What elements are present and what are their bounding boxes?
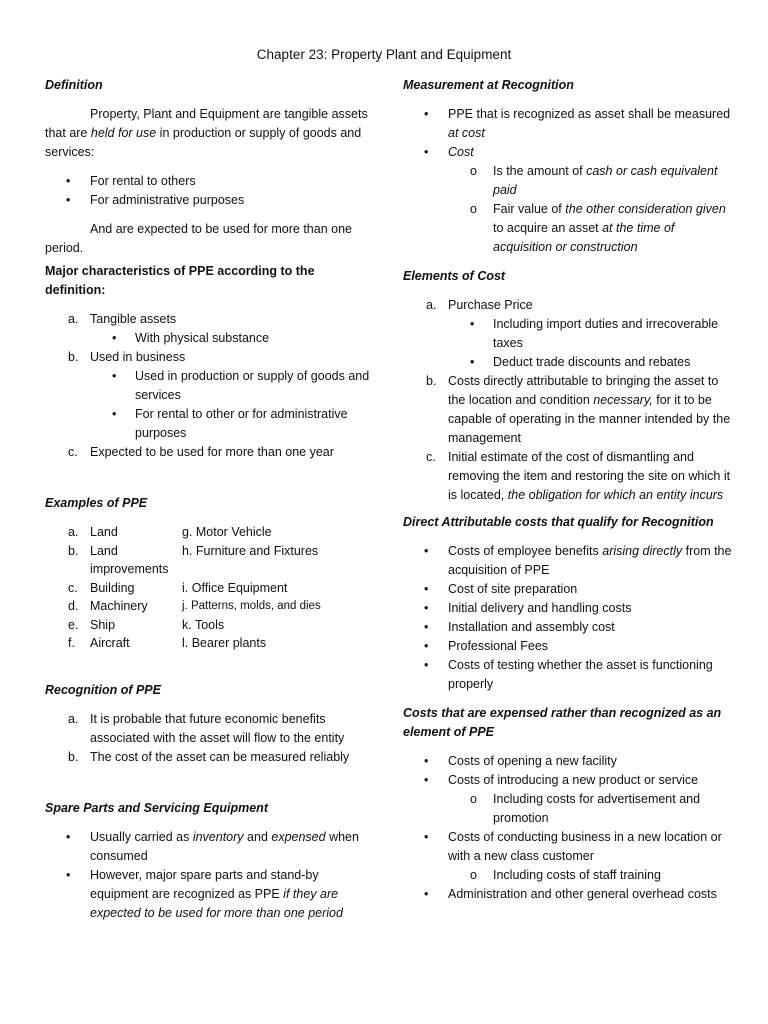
list-item: • For administrative purposes	[66, 193, 245, 207]
list-item: • Costs of opening a new facility	[424, 754, 617, 768]
list-item: b. Costs directly attributable to bringing the asset to the location and condition necessary, for it to be capable of operating in the manner intended by the management	[426, 374, 731, 445]
list-item: b. The cost of the asset can be measured reliably	[68, 749, 350, 764]
expensed-costs-list	[403, 752, 733, 904]
list-item: o Fair value of the other consideration given to acquire an asset at the time of acquisition or construction	[470, 202, 726, 254]
definition-paragraph-2: And are expected to be used for more than one period.	[45, 222, 352, 255]
list-item: • Cost	[424, 145, 474, 159]
recognition-heading: Recognition of PPE	[45, 682, 161, 697]
spare-parts-heading: Spare Parts and Servicing Equipment	[45, 800, 268, 815]
list-item: a. Tangible assets	[68, 312, 177, 326]
list-item: l. Bearer plants	[182, 636, 267, 650]
direct-attributable-heading: Direct Attributable costs that qualify for Recognition	[403, 515, 714, 529]
list-item: • For rental to other or for administrative purposes	[112, 407, 348, 440]
list-item: c. Building	[68, 580, 135, 595]
elements-of-cost-heading: Elements of Cost	[403, 269, 506, 283]
direct-attributable-list	[403, 542, 733, 694]
list-item: o Including costs of staff training	[470, 868, 661, 882]
list-item: a. Purchase Price	[426, 298, 533, 312]
list-item: o Including costs for advertisement and promotion	[470, 792, 701, 825]
right-column	[403, 76, 733, 904]
definition-paragraph: Property, Plant and Equipment are tangible assets that are held for use in production or supply of goods and services:	[45, 107, 368, 159]
list-item: b. Land improvements	[68, 543, 169, 576]
list-item: • With physical substance	[112, 331, 270, 345]
list-item: h. Furniture and Fixtures	[182, 543, 319, 558]
list-item: g. Motor Vehicle	[182, 525, 272, 539]
expensed-costs-heading: Costs that are expensed rather than recognized as an element of PPE	[403, 706, 722, 739]
left-column	[45, 76, 370, 923]
list-item: f. Aircraft	[68, 636, 130, 650]
list-item: c. Initial estimate of the cost of dismantling and removing the item and restoring the site on which it is located, the obligation for which an entity incurs	[426, 450, 731, 502]
list-item: • Including import duties and irrecoverable taxes	[470, 317, 719, 350]
recognition-list	[45, 710, 370, 767]
list-item: • Deduct trade discounts and rebates	[470, 355, 691, 369]
list-item: i. Office Equipment	[182, 580, 288, 595]
elements-of-cost-list	[403, 296, 733, 505]
major-characteristics-heading: Major characteristics of PPE according to the definition:	[45, 264, 315, 297]
definition-bullets	[45, 172, 370, 210]
list-item: e. Ship	[68, 617, 116, 632]
spare-parts-list	[45, 828, 370, 923]
list-item: • Administration and other general overhead costs	[424, 887, 717, 901]
list-item: a. It is probable that future economic benefits associated with the asset will flow to the entity	[68, 711, 345, 745]
list-item: • Professional Fees	[424, 639, 549, 653]
list-item: • Cost of site preparation	[424, 582, 578, 596]
major-characteristics-list	[45, 310, 370, 462]
page-title: Chapter 23: Property Plant and Equipment	[256, 47, 512, 62]
list-item: • Usually carried as inventory and expensed when consumed	[66, 829, 359, 863]
list-item: • Initial delivery and handling costs	[424, 601, 632, 615]
list-item: j. Patterns, molds, and dies	[182, 600, 321, 612]
list-item: a. Land	[68, 525, 118, 539]
examples-heading: Examples of PPE	[45, 496, 148, 510]
list-item: c. Expected to be used for more than one year	[68, 445, 334, 459]
list-item: d. Machinery	[68, 599, 148, 613]
list-item: • PPE that is recognized as asset shall be measured at cost	[424, 107, 731, 140]
list-item: • Costs of testing whether the asset is functioning properly	[424, 658, 713, 691]
measurement-list	[403, 105, 733, 257]
list-item: • Costs of conducting business in a new location or with a new class customer	[424, 830, 722, 863]
list-item: o Is the amount of cash or cash equivalent paid	[470, 164, 718, 197]
list-item: • Costs of employee benefits arising directly from the acquisition of PPE	[424, 544, 732, 577]
definition-heading: Definition	[45, 78, 103, 92]
list-item: k. Tools	[182, 617, 225, 632]
list-item: • Installation and assembly cost	[424, 620, 615, 634]
list-item: • Used in production or supply of goods and services	[112, 369, 370, 402]
examples-list	[45, 523, 370, 653]
list-item: • However, major spare parts and stand-by equipment are recognized as PPE if they are expected to be used for more than one period	[66, 867, 343, 920]
list-item: b. Used in business	[68, 350, 186, 364]
measurement-heading: Measurement at Recognition	[403, 78, 574, 92]
list-item: • For rental to others	[66, 174, 196, 188]
list-item: • Costs of introducing a new product or service	[424, 773, 699, 787]
